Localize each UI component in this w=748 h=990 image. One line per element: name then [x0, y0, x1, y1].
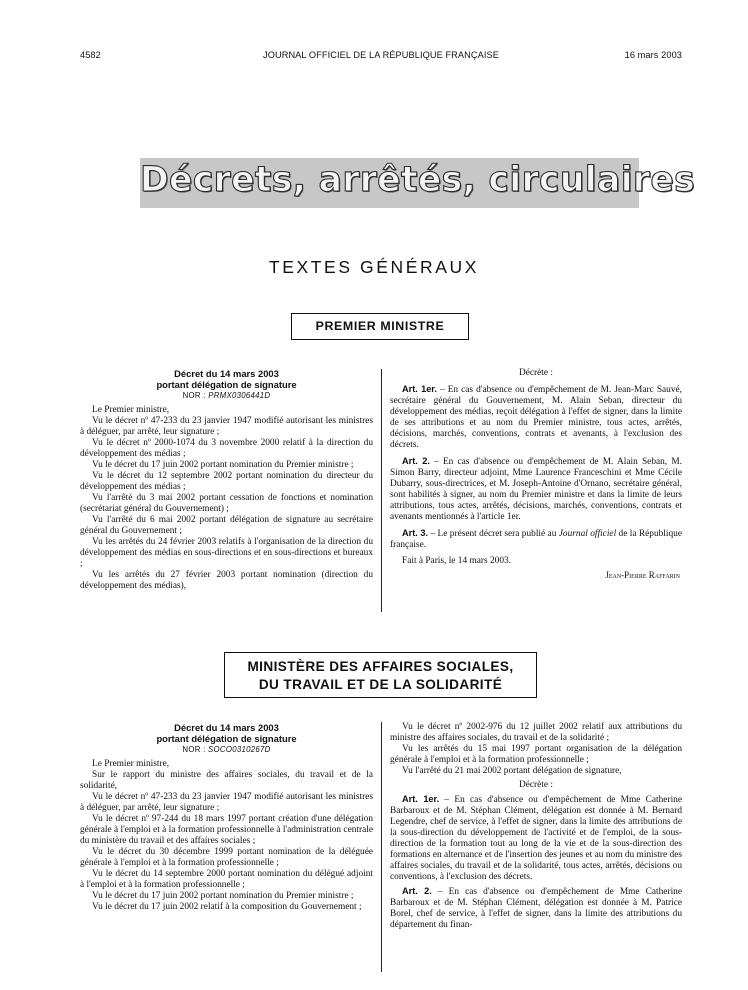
nor-label: NOR :	[182, 391, 209, 400]
paragraph: Vu le décret nº 47-233 du 23 janvier 1947 modifié autorisant les ministres à déléguer, par arrêté, leur signature ;	[80, 792, 373, 813]
paragraph: Vu le décret du 30 décembre 1999 portant nomination de la déléguée générale à l'emploi et à la formation professionnelle ;	[80, 847, 373, 868]
paragraph: Vu les arrêtés du 27 février 2003 portant nomination (direction du développement des médias),	[80, 570, 373, 591]
article-text: – En cas d'absence ou d'empêchement de M. Alain Seban, M. Simon Barry, directeur adjoint, Mme Laurence Franceschini et Mme Cécile Dubarry, sous-directrices, et M. Joseph-Antoine d'Ornano, secrétaire général, sont habilités à signer, au nom du Premier ministre et dans la limite de leurs attributions, tous actes, arrêtés, décisions, marchés, conventions, contrats et avenants mentionnés à l'article 1er.	[390, 457, 682, 522]
banner-title: Décrets, arrêtés, circulaires	[140, 160, 696, 200]
nor-label: NOR :	[182, 745, 209, 754]
decree-subtitle: portant délégation de signature	[156, 379, 297, 390]
paragraph: Le Premier ministre,	[92, 759, 170, 769]
ministry-name-line-2: DU TRAVAIL ET DE LA SOLIDARITÉ	[258, 677, 503, 692]
paragraph: Vu le décret nº 47-233 du 23 janvier 1947 modifié autorisant les ministres à déléguer, par arrêté, leur signature ;	[80, 416, 373, 437]
article-label: Art. 1er.	[402, 384, 437, 394]
journal-name: Journal officiel	[558, 529, 617, 539]
journal-title: JOURNAL OFFICIEL DE LA RÉPUBLIQUE FRANÇAISE	[263, 50, 499, 60]
paragraph: Vu le décret nº 2000-1074 du 3 novembre 2000 relatif à la direction du développement des médias ;	[80, 438, 373, 459]
ministry-name: PREMIER MINISTRE	[315, 319, 445, 333]
ministry-box-premier-ministre	[291, 313, 469, 340]
paragraph: Vu le décret du 17 juin 2002 portant nomination du Premier ministre ;	[92, 460, 354, 470]
article-text-end: de la République française.	[390, 529, 682, 550]
paragraph: Vu le décret nº 97-244 du 18 mars 1997 portant création d'une délégation générale à l'emploi et à la formation professionnelle à l'administration centrale du ministère du travail et des affaires sociales ;	[80, 814, 373, 846]
decree-subtitle: portant délégation de signature	[156, 733, 297, 744]
pm-right-column	[390, 368, 682, 581]
column-rule	[381, 722, 382, 972]
ms-left-column	[80, 722, 373, 913]
column-rule	[381, 369, 382, 612]
paragraph: Vu le décret du 12 septembre 2002 portant nomination du directeur du développement des médias ;	[80, 471, 373, 492]
paragraph: Vu le décret du 17 juin 2002 relatif à la composition du Gouvernement ;	[92, 902, 362, 912]
signature: Jean-Pierre Raffarin	[605, 570, 680, 580]
nor-code: SOCO0310267D	[208, 745, 271, 754]
paragraph: Vu l'arrêté du 3 mai 2002 portant cessation de fonctions et nomination (secrétariat général du Gouvernement) ;	[80, 493, 373, 514]
decree-title: Décret du 14 mars 2003	[174, 722, 279, 733]
running-header	[80, 50, 682, 64]
done-at: Fait à Paris, le 14 mars 2003.	[402, 556, 511, 566]
nor-code: PRMX0306441D	[208, 391, 271, 400]
article-1	[390, 794, 682, 883]
article-text: – En cas d'absence ou d'empêchement de Mme Catherine Barbaroux et de M. Stéphan Clément, délégation est donnée à M. Bernard Legendre, chef de service, à l'effet de signer, dans la limite des attributions de la sous-direction du développement de l'activité et de l'emploi, de la sous-direction de la formation tout au long de la vie et de la sous-direction des formations en alternance et de l'insertion des jeunes et au nom du ministre des affaires sociales, du travail et de la solidarité, tous actes, arrêtés, décisions ou conventions, à l'exclusion des décrets.	[390, 795, 682, 882]
paragraph: Sur le rapport du ministre des affaires sociales, du travail et de la solidarité,	[80, 770, 373, 791]
paragraph: Le Premier ministre,	[92, 405, 170, 415]
ministry-box-affaires-sociales	[224, 652, 537, 698]
paragraph: Vu le décret du 14 septembre 2000 portant nomination du délégué adjoint à l'emploi et à la formation professionnelle ;	[80, 869, 373, 890]
decree-title: Décret du 14 mars 2003	[174, 368, 279, 379]
article-label: Art. 1er.	[402, 794, 440, 804]
page-number: 4582	[80, 50, 101, 60]
decrete-label: Décrète :	[519, 368, 553, 378]
article-text: – En cas d'absence ou d'empêchement de Mme Catherine Barbaroux et de M. Stéphan Clément, délégation est donnée à M. Patrice Borel, chef de service, à l'effet de signer, dans la limite des attributions du département du finan-	[390, 887, 682, 930]
decrete-label: Décrète :	[519, 780, 553, 790]
article-label: Art. 2.	[402, 886, 432, 896]
article-1	[390, 384, 682, 451]
article-label: Art. 3.	[402, 528, 429, 538]
article-text: – En cas d'absence ou d'empêchement de M. Jean-Marc Sauvé, secrétaire général du Gouvernement, M. Alain Seban, directeur du développement des médias, reçoit délégation à l'effet de signer, dans la limite de ses attributions et au nom du Premier ministre, tous actes, arrêtés, décisions, marchés, conventions, contrats et avenants, à l'exclusion des décrets.	[390, 385, 682, 450]
article-2	[390, 456, 682, 523]
paragraph: Vu l'arrêté du 21 mai 2002 portant délégation de signature,	[402, 766, 622, 776]
issue-date: 16 mars 2003	[624, 50, 682, 60]
nor-reference	[80, 390, 373, 401]
paragraph: Vu le décret nº 2002-976 du 12 juillet 2002 relatif aux attributions du ministre des affaires sociales, du travail et de la solidarité ;	[390, 722, 682, 743]
paragraph: Vu les arrêtés du 24 février 2003 relatifs à l'organisation de la direction du développement des médias en sous-directions et en sous-directions et bureaux ;	[80, 537, 373, 569]
article-text: – Le présent décret sera publié au	[428, 529, 559, 539]
ms-right-column	[390, 722, 682, 931]
paragraph: Vu les arrêtés du 15 mai 1997 portant organisation de la délégation générale à l'emploi et à la formation professionnelle ;	[390, 744, 682, 765]
paragraph: Vu le décret du 17 juin 2002 portant nomination du Premier ministre ;	[92, 891, 354, 901]
paragraph: Vu l'arrêté du 6 mai 2002 portant délégation de signature au secrétaire général du Gouvernement ;	[80, 515, 373, 536]
ministry-name-line-1: MINISTÈRE DES AFFAIRES SOCIALES,	[247, 659, 514, 674]
section-banner	[140, 158, 696, 208]
section-heading: TEXTES GÉNÉRAUX	[268, 257, 480, 277]
nor-reference	[80, 744, 373, 755]
article-3	[390, 528, 682, 551]
article-label: Art. 2.	[402, 456, 430, 466]
article-2	[390, 886, 682, 931]
pm-left-column	[80, 368, 373, 592]
